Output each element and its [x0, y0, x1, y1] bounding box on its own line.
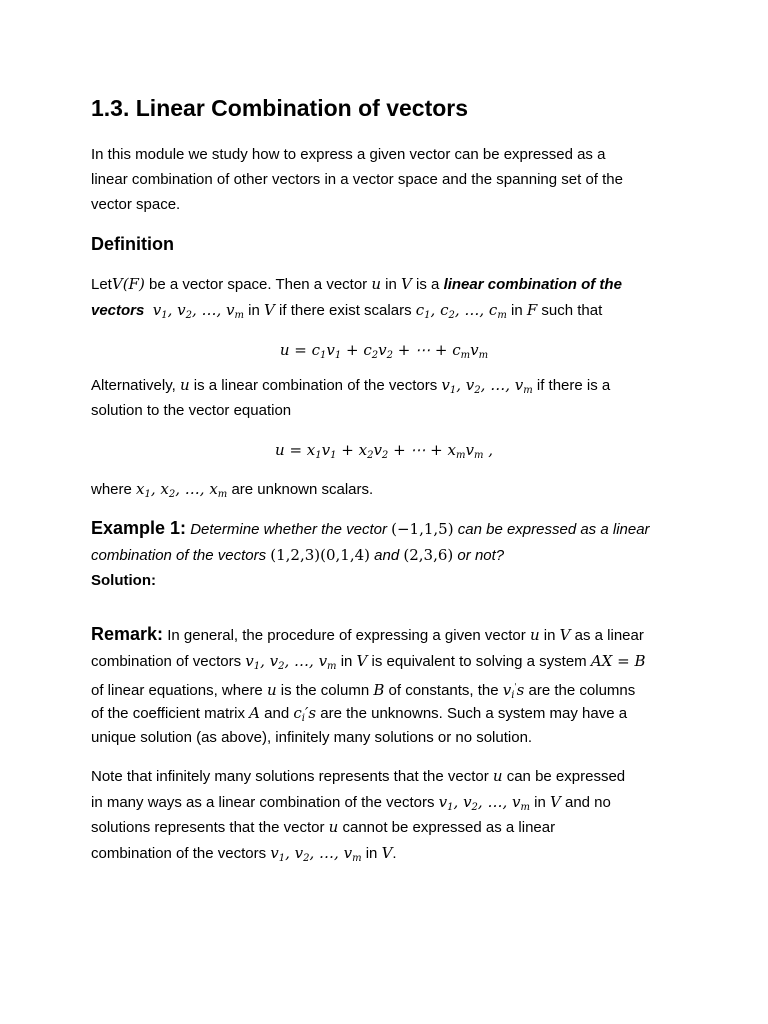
- note-line-3: solutions represents that the vector u cannot be expressed as a linear: [91, 818, 556, 836]
- equation-vector: $u = x_1v_1 + x_2v_2$ + ⋯ + $x_mv_m$ ,: [275, 441, 493, 461]
- example-label: Example 1:: [91, 518, 187, 538]
- remark-label: Remark:: [91, 624, 164, 644]
- intro-line-3: vector space.: [91, 196, 181, 213]
- remark-line-5: unique solution (as above), infinitely many solutions or no solution.: [91, 729, 533, 746]
- alternative-line-2: solution to the vector equation: [91, 402, 292, 419]
- remark-line-4: of the coefficient matrix A and $c_i's$ are the unknowns. Such a system may have a: [91, 704, 628, 724]
- solution-label: Solution:: [91, 572, 156, 589]
- remark-line-1: Remark: In general, the procedure of expressing a given vector u in V as a linear: [91, 624, 644, 644]
- intro-line-1: In this module we study how to express a given vector can be expressed as a: [91, 146, 606, 163]
- example-line-2: combination of the vectors (1,2,3)(0,1,4) and (2,3,6) or not?: [91, 546, 505, 564]
- intro-line-2: linear combination of other vectors in a vector space and the spanning set of the: [91, 171, 623, 188]
- note-line-1: Note that infinitely many solutions represents that the vector u can be expressed: [91, 767, 626, 785]
- where-line: where $x_1$, $x_2$, …, $x_m$ are unknown scalars.: [91, 480, 374, 500]
- example-line-1: Example 1: Determine whether the vector (−1,1,5) can be expressed as a linear: [91, 518, 650, 538]
- remark-line-3: of linear equations, where u is the column B of constants, the $v_i's$ are the columns: [91, 681, 636, 701]
- remark-line-2: combination of vectors $v_1$, $v_2$, …, $v_m$ in V is equivalent to solving a system AX = B: [91, 652, 646, 672]
- note-line-2: in many ways as a linear combination of the vectors $v_1$, $v_2$, …, $v_m$ in V and no: [91, 793, 611, 813]
- equation-linear-combination: $u = c_1v_1 + c_2v_2$ + ⋯ + $c_mv_m$: [279, 341, 489, 361]
- definition-heading: Definition: [91, 234, 174, 254]
- note-line-4: combination of the vectors $v_1$, $v_2$, …, $v_m$ in V.: [91, 844, 397, 864]
- definition-line-1: LetV(F) be a vector space. Then a vector u in V is a linear combination of the: [91, 275, 622, 293]
- alternative-line-1: Alternatively, u is a linear combination of the vectors $v_1$, $v_2$, …, $v_m$ if there is a: [91, 376, 611, 396]
- page-title: 1.3. Linear Combination of vectors: [91, 95, 469, 121]
- definition-line-2: vectors $v_1$, $v_2$, …, $v_m$ in V if there exist scalars $c_1$, $c_2$, …, $c_m$ in F such that: [91, 301, 603, 321]
